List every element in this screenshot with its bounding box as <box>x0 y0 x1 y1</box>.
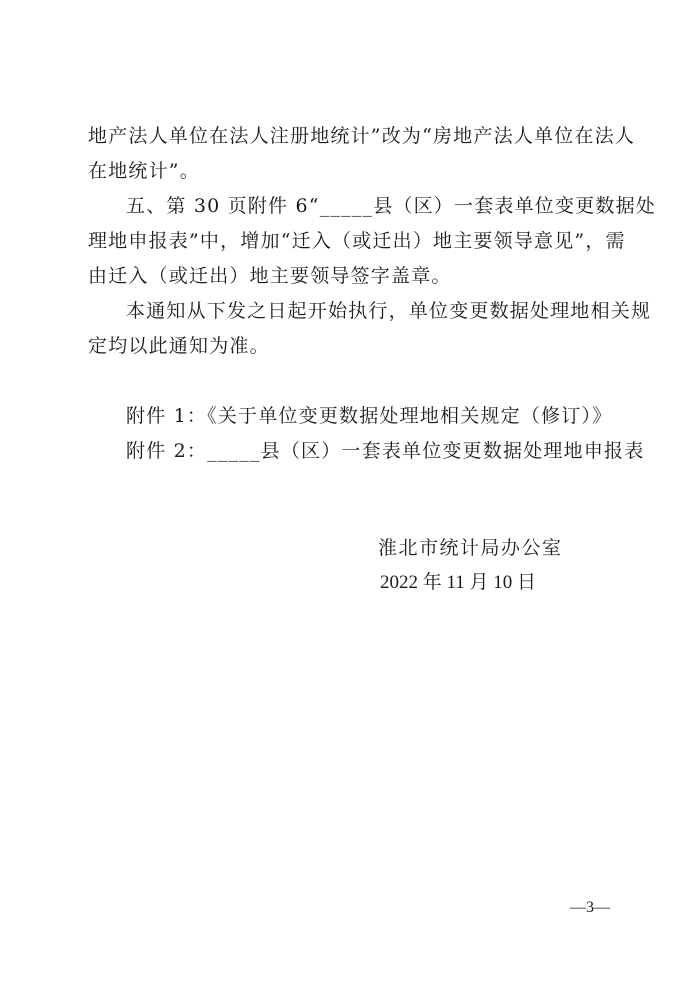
attachment-2: 附件 2：_____县（区）一套表单位变更数据处理地申报表 <box>126 440 645 462</box>
body-line-7: 定均以此通知为准。 <box>88 335 270 357</box>
body-line-6: 本通知从下发之日起开始执行，单位变更数据处理地相关规 <box>126 300 652 322</box>
attachment-1: 附件 1：《关于单位变更数据处理地相关规定（修订）》 <box>126 405 613 427</box>
body-line-3: 五、第 30 页附件 6“_____县（区）一套表单位变更数据处 <box>126 195 656 217</box>
issue-date: 2022 年 11 月 10 日 <box>380 572 537 593</box>
issuer-name: 淮北市统计局办公室 <box>378 537 563 559</box>
body-line-2: 在地统计”。 <box>88 160 200 182</box>
body-line-5: 由迁入（或迁出）地主要领导签字盖章。 <box>88 265 452 287</box>
page-number: —3— <box>570 899 610 916</box>
body-line-1: 地产法人单位在法人注册地统计”改为“房地产法人单位在法人 <box>88 125 636 147</box>
body-line-4: 理地申报表”中，增加“迁入（或迁出）地主要领导意见”，需 <box>88 230 626 252</box>
